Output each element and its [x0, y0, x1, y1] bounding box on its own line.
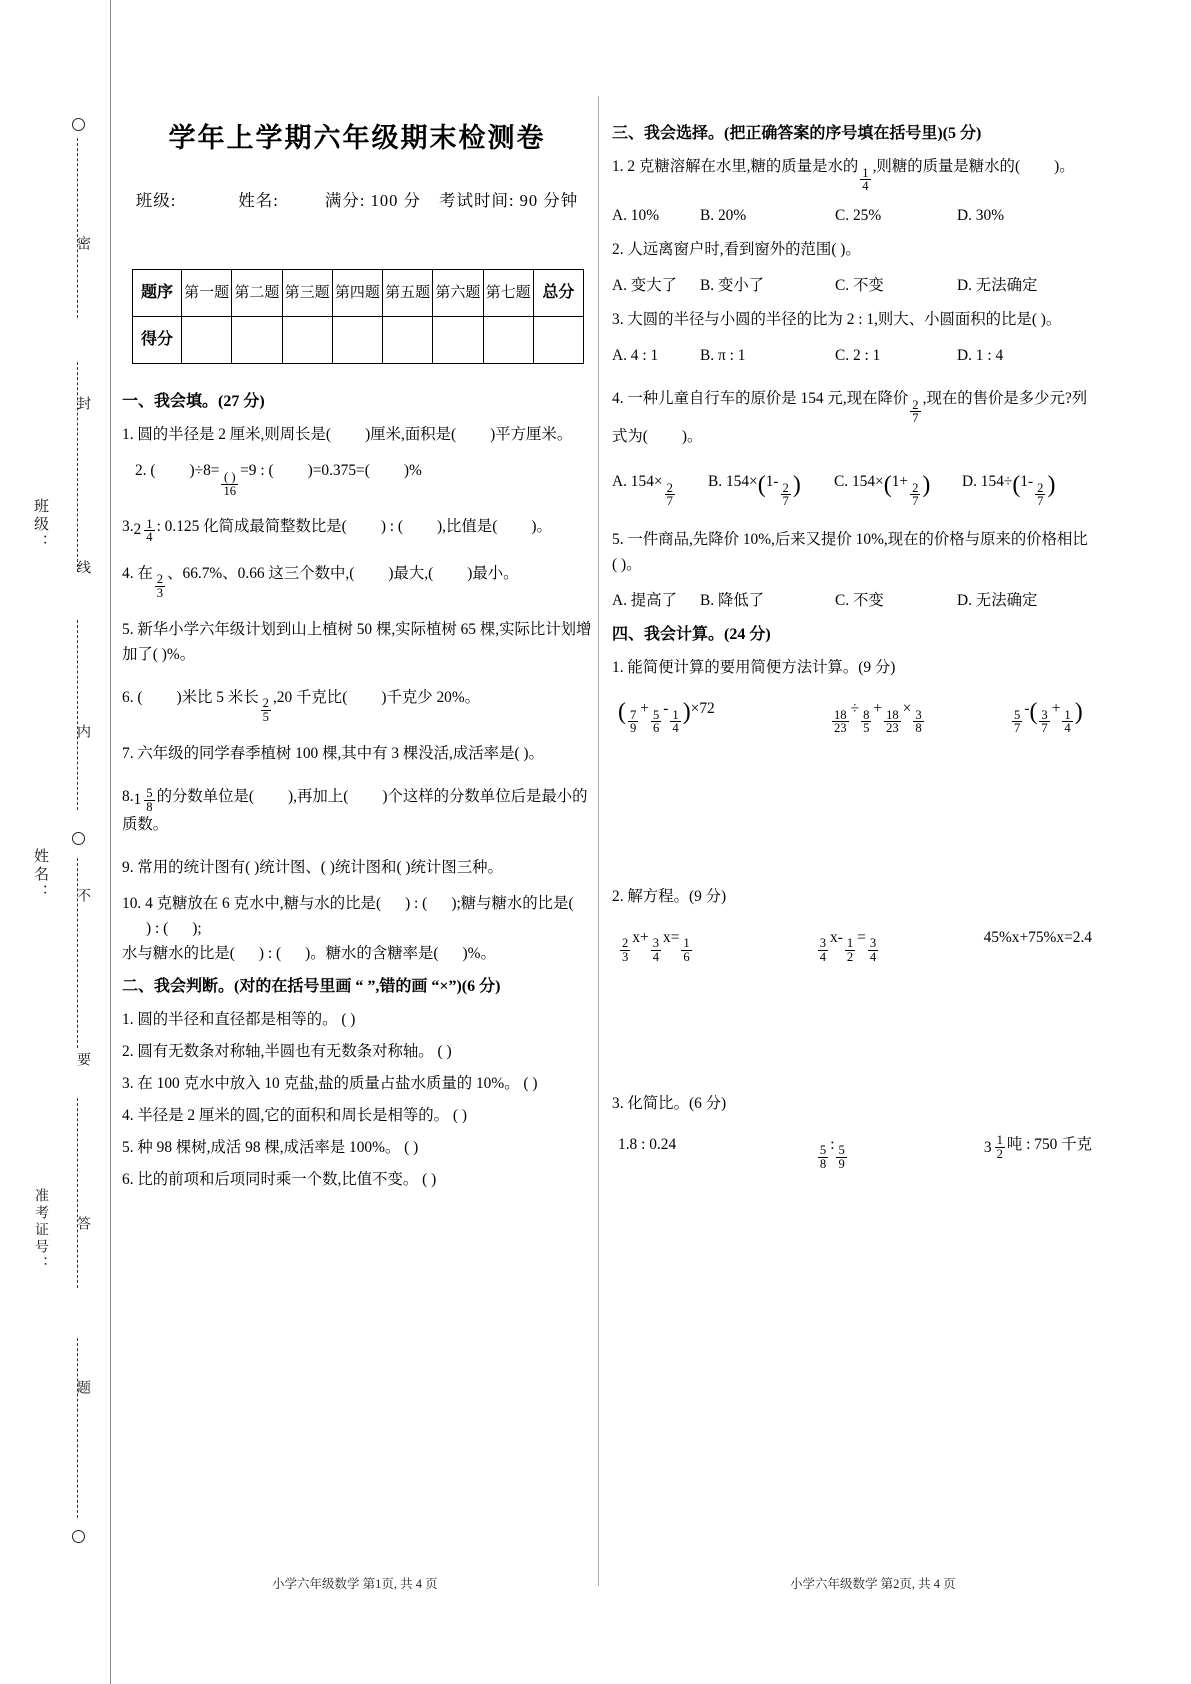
mixed-fraction: 2 $\frac{1}{4}$ [133, 516, 153, 545]
question-2-3: 3. 在 100 克水中放入 10 克盐,盐的质量占盐水质量的 10%。 ( ) [122, 1074, 538, 1092]
question-1-5: 5. 新华小学六年级计划到山上植树 50 棵,实际植树 65 棵,实际比计划增加了( )%。 [122, 620, 592, 663]
fraction: $\frac{2}{5}$ [262, 696, 269, 724]
option-c[interactable]: C. 不变 [835, 591, 884, 609]
q-text: ),比值是( [437, 518, 498, 536]
field-name: 姓名： [32, 848, 48, 902]
punch-hole [72, 832, 85, 845]
seal-dash [77, 138, 78, 318]
fraction: $\frac{2}{7}$ [782, 480, 789, 509]
question-2-1: 1. 圆的半径和直径都是相等的。 ( ) [122, 1010, 356, 1028]
option-d[interactable]: D. 无法确定 [957, 591, 1038, 609]
q-text: ,现在的售价是多少元?列式为( [612, 390, 1088, 446]
section-4-sub1-title: 1. 能简便计算的要用简便方法计算。(9 分) [612, 658, 896, 676]
q-text: ) : ( [405, 895, 428, 913]
question-1-9: 9. 常用的统计图有( )统计图、( )统计图和( )统计图三种。 [122, 859, 503, 877]
seal-char: 题 [75, 1380, 90, 1394]
option-b[interactable]: B. 变小了 [700, 276, 765, 294]
equation-1: $\frac{2}{3}$ x+ $\frac{3}{4}$ x= $\frac{1}{6}$ [622, 928, 690, 965]
q-text: 6. ( [122, 688, 143, 706]
option-c[interactable]: C. 2 : 1 [835, 347, 881, 365]
question-2-6: 6. 比的前项和后项同时乘一个数,比值不变。 ( ) [122, 1170, 437, 1188]
score-cell[interactable] [433, 317, 483, 364]
q-text: 8. [122, 787, 134, 805]
question-1-4 [122, 562, 592, 600]
q-text: : 0.125 化简成最简整数比是( [156, 518, 347, 536]
q-text: )% [403, 462, 422, 480]
field-exam-number: 准考证号： [33, 1188, 48, 1273]
table-row [133, 317, 584, 364]
q-text: )÷8= [189, 462, 220, 480]
option-a[interactable]: A. 变大了 [612, 276, 677, 294]
seal-char: 密 [75, 236, 90, 250]
option-d[interactable]: D. 无法确定 [957, 276, 1038, 294]
fraction: $\frac{3}{7}$ [1041, 707, 1048, 736]
answer-space[interactable] [612, 735, 1092, 885]
column-divider [598, 96, 599, 1586]
question-1-2 [122, 459, 592, 497]
seal-dash [77, 858, 78, 1048]
option-d[interactable]: D. 154÷(1- $\frac{2}{7}$ ) [962, 471, 1056, 509]
question-3-5: 5. 一件商品,先降价 10%,后来又提价 10%,现在的价格与原来的价格相比( )。 [612, 530, 1088, 573]
name-label: 姓名: [238, 190, 279, 210]
margin-rule [110, 0, 111, 1684]
q-text: 水与糖水的比是( [122, 945, 235, 963]
seal-char: 要 [75, 1052, 90, 1066]
q-text: 1. 2 克糖溶解在水里,糖的质量是水的 [612, 158, 859, 175]
fraction: $\frac{1}{4}$ [146, 516, 153, 545]
ratio-1: 1.8 : 0.24 [618, 1135, 677, 1153]
q-text: )厘米,面积是( [365, 426, 457, 444]
q-text: )=0.375=( [307, 462, 370, 480]
fraction: $\frac{3}{4}$ [652, 936, 660, 965]
question-1-3 [122, 515, 592, 544]
section-4-sub3-title: 3. 化简比。(6 分) [612, 1094, 727, 1112]
question-1-8 [122, 785, 592, 839]
score-cell[interactable] [282, 317, 332, 364]
score-table-row-label: 得分 [133, 317, 182, 364]
question-3-3-options [612, 344, 1092, 367]
q-text: =9 : ( [240, 462, 274, 480]
fraction: $\frac{1}{2}$ [846, 936, 854, 965]
section-4-sub2-title: 2. 解方程。(9 分) [612, 887, 727, 905]
binding-margin [0, 0, 110, 1684]
fraction: $\frac{3}{4}$ [819, 936, 827, 965]
question-3-4-options [612, 470, 1092, 508]
fraction: $\frac{5}{6}$ [652, 707, 660, 736]
score-col-total: 总分 [533, 270, 583, 317]
seal-char: 答 [75, 1216, 90, 1230]
fraction: $\frac{18}{23}$ [886, 707, 899, 736]
q-text: )个这样的分数单位后是最小的质数。 [122, 787, 588, 834]
table-row [133, 270, 584, 317]
score-cell[interactable] [533, 317, 583, 364]
question-3-3: 3. 大圆的半径与小圆的半径的比为 2 : 1,则大、小圆面积的比是( )。 [612, 311, 1062, 329]
class-label: 班级: [135, 190, 177, 210]
question-1-10 [122, 892, 592, 967]
fraction: $\frac{5}{7}$ [1014, 707, 1021, 736]
q-text: ) : ( [258, 945, 282, 963]
page-title: 学年上学期六年级期末检测卷 [168, 123, 546, 153]
q-text: 4. 一种儿童自行车的原价是 154 元,现在降价 [612, 390, 909, 408]
q-text: )最小。 [467, 564, 519, 582]
q-text: 1. 圆的半径是 2 厘米,则周长是( [122, 426, 332, 444]
score-cell[interactable] [483, 317, 533, 364]
score-cell[interactable] [232, 317, 282, 364]
fraction: $\frac{1}{4}$ [1064, 707, 1071, 736]
question-1-7: 7. 六年级的同学春季植树 100 棵,其中有 3 棵没活,成活率是( )。 [122, 744, 544, 762]
fraction: $\frac{5}{8}$ [819, 1143, 827, 1171]
score-col-1: 第一题 [182, 270, 232, 317]
seal-char: 线 [75, 560, 90, 574]
question-3-2: 2. 人远离窗户时,看到窗外的范围( )。 [612, 241, 861, 259]
footer-page-1: 小学六年级数学 第1页, 共 4 页 [272, 1577, 438, 1591]
option-b[interactable]: B. π : 1 [700, 347, 746, 365]
q-text: ,20 千克比( [272, 688, 348, 706]
option-b[interactable]: B. 20% [700, 206, 747, 224]
q-text: )。糖水的含糖率是( [305, 945, 439, 963]
fraction: $\frac{2}{7}$ [1037, 480, 1044, 509]
fraction: $\frac{2}{7}$ [666, 480, 673, 509]
equation-3: 45%x+75%x=2.4 [983, 928, 1092, 946]
fraction: $\frac{( )}{16}$ [223, 469, 237, 498]
option-d[interactable]: D. 30% [957, 206, 1005, 224]
mixed-fraction: 1 $\frac{5}{8}$ [133, 785, 153, 814]
question-3-5-options [612, 589, 1092, 612]
field-class: 班级： [32, 498, 48, 552]
q-text: 、66.7%、0.66 这三个数中,( [167, 564, 355, 582]
equation-2: $\frac{3}{4}$ x- $\frac{1}{2}$ = $\frac{3}{4}$ [819, 928, 877, 965]
q-text: )。 [681, 428, 703, 446]
option-c[interactable]: C. 不变 [835, 276, 884, 294]
option-a[interactable]: A. 10% [612, 206, 660, 224]
fraction: $\frac{2}{7}$ [912, 480, 919, 509]
option-a[interactable]: A. 154× $\frac{2}{7}$ [612, 473, 673, 509]
score-col-3: 第三题 [282, 270, 332, 317]
score-col-7: 第七题 [483, 270, 533, 317]
fraction: $\frac{5}{9}$ [838, 1143, 845, 1171]
punch-hole [72, 1530, 85, 1543]
q-text: )。 [1054, 158, 1075, 175]
q-text: );糖与糖水的比是( [451, 895, 574, 913]
question-1-6 [122, 686, 592, 724]
q-text: ),再加上( [288, 787, 349, 805]
q-text: ); [192, 920, 202, 938]
q-text: ) : ( [146, 920, 169, 938]
seal-dash [77, 362, 78, 572]
seal-char: 封 [75, 396, 90, 410]
q-text: 的分数单位是( [156, 787, 255, 805]
fraction: $\frac{2}{3}$ [622, 936, 629, 965]
q-text: )。 [531, 518, 552, 536]
q-text: )米比 5 米长 [176, 688, 259, 706]
question-3-4 [612, 387, 1092, 450]
option-b[interactable]: B. 154×(1- $\frac{2}{7}$ ) [708, 471, 801, 509]
fraction: $\frac{3}{4}$ [869, 936, 877, 965]
score-cell[interactable] [383, 317, 433, 364]
total-score-label: 满分: 100 分 [324, 190, 421, 210]
q-text: )最大,( [388, 564, 434, 582]
score-col-6: 第六题 [433, 270, 483, 317]
fraction: $\frac{3}{8}$ [915, 707, 922, 736]
q-text: 2. ( [135, 462, 156, 480]
option-a[interactable]: A. 4 : 1 [612, 347, 659, 365]
q-text: 3. [122, 518, 134, 536]
score-cell[interactable] [332, 317, 382, 364]
fraction: $\frac{2}{7}$ [912, 397, 919, 426]
seal-dash [77, 1098, 78, 1288]
mixed-fraction: 3 $\frac{1}{2}$ [983, 1133, 1003, 1161]
option-c[interactable]: C. 25% [835, 206, 882, 224]
option-b[interactable]: B. 降低了 [700, 591, 765, 609]
question-3-1-options [612, 204, 1092, 227]
calc-row-3 [618, 1133, 1092, 1171]
section-2-title: 二、我会判断。(对的在括号里画 “ ”,错的画 “×”)(6 分) [122, 977, 501, 995]
score-table-row-label: 题序 [133, 270, 182, 317]
fraction: $\frac{1}{4}$ [672, 707, 679, 736]
punch-hole [72, 118, 85, 131]
seal-char: 不 [75, 888, 90, 902]
q-text: )%。 [462, 945, 496, 963]
fraction: $\frac{2}{3}$ [156, 572, 164, 601]
score-col-2: 第二题 [232, 270, 282, 317]
section-1-title: 一、我会填。(27 分) [122, 393, 265, 411]
seal-dash [77, 620, 78, 810]
q-text: ,则糖的质量是糖水的( [872, 158, 1021, 175]
expression-2: $\frac{18}{23}$ ÷ $\frac{8}{5}$ + $\frac{18}{23}$ × $\frac{3}{8}$ [834, 699, 922, 736]
fraction: $\frac{1}{4}$ [862, 165, 869, 194]
fraction: $\frac{1}{6}$ [683, 936, 690, 965]
calc-row-1 [618, 697, 1092, 735]
question-2-2: 2. 圆有无数条对称轴,半圆也有无数条对称轴。 ( ) [122, 1042, 452, 1060]
score-col-5: 第五题 [383, 270, 433, 317]
exam-header-fields [122, 189, 592, 214]
seal-char: 内 [75, 724, 90, 738]
left-column [122, 0, 592, 1200]
option-c[interactable]: C. 154×(1+ $\frac{2}{7}$ ) [834, 471, 931, 509]
expression-3: $\frac{5}{7}$ -( $\frac{3}{7}$ + $\frac{1}{4}$ ) [1014, 698, 1083, 736]
ratio-2: $\frac{5}{8}$ : $\frac{5}{9}$ [819, 1135, 845, 1171]
question-3-1 [612, 155, 1092, 193]
fraction: $\frac{5}{8}$ [146, 785, 153, 814]
q-text: 4. 在 [122, 564, 153, 582]
section-3-title: 三、我会选择。(把正确答案的序号填在括号里)(5 分) [612, 125, 982, 142]
calc-row-2 [618, 926, 1092, 964]
fraction: $\frac{1}{2}$ [996, 1133, 1003, 1161]
q-text: 10. 4 克糖放在 6 克水中,糖与水的比是( [122, 895, 382, 913]
score-cell[interactable] [182, 317, 232, 364]
question-1-1 [122, 423, 592, 448]
q-text: )千克少 20%。 [381, 688, 481, 706]
score-table [132, 269, 584, 364]
section-4-title: 四、我会计算。(24 分) [612, 625, 771, 643]
seal-dash [77, 1338, 78, 1518]
fraction: $\frac{7}{9}$ [629, 707, 637, 736]
q-text: )平方厘米。 [490, 426, 573, 444]
expression-1: ( $\frac{7}{9}$ + $\frac{5}{6}$ - $\frac{1}{4}$ )×72 [618, 698, 715, 736]
answer-space[interactable] [612, 964, 1092, 1092]
right-column [612, 0, 1092, 1171]
q-text: ) : ( [380, 518, 404, 536]
fraction: $\frac{8}{5}$ [863, 707, 870, 736]
fraction: $\frac{18}{23}$ [834, 707, 847, 736]
question-3-2-options [612, 274, 1092, 297]
option-a[interactable]: A. 提高了 [612, 591, 677, 609]
ratio-3: 3 $\frac{1}{2}$ 吨 : 750 千克 [983, 1133, 1092, 1161]
exam-time-label: 考试时间: 90 分钟 [438, 190, 579, 210]
option-d[interactable]: D. 1 : 4 [957, 347, 1004, 365]
question-2-5: 5. 种 98 棵树,成活 98 棵,成活率是 100%。 ( ) [122, 1138, 419, 1156]
footer-page-2: 小学六年级数学 第2页, 共 4 页 [790, 1577, 956, 1591]
score-col-4: 第四题 [332, 270, 382, 317]
question-2-4: 4. 半径是 2 厘米的圆,它的面积和周长是相等的。 ( ) [122, 1106, 467, 1124]
